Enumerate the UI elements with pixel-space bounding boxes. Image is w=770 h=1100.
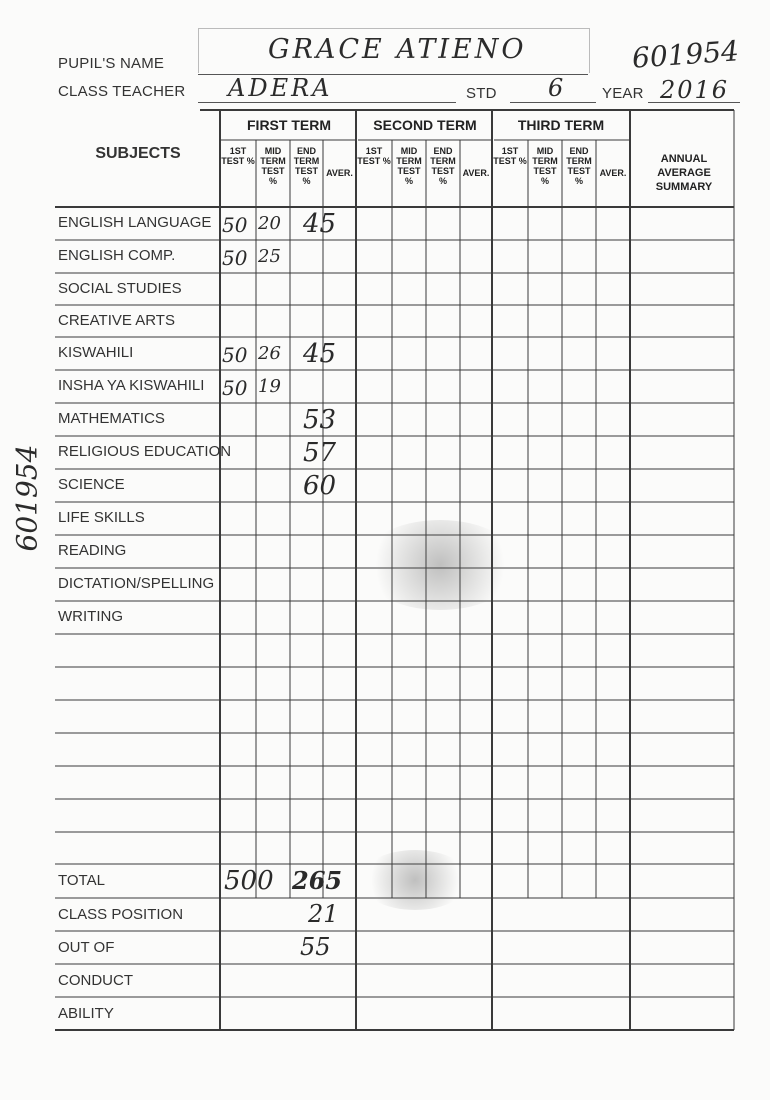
summary-value: 55 xyxy=(300,933,331,961)
subject-mark: 50 xyxy=(222,213,248,237)
subject-name: RELIGIOUS EDUCATION xyxy=(58,443,232,460)
subject-name: READING xyxy=(58,542,127,559)
column-header: MID TERM TEST % xyxy=(532,146,558,186)
subject-name: SCIENCE xyxy=(58,476,125,493)
admission-number: 601954 xyxy=(630,34,740,75)
subject-mark: 19 xyxy=(258,376,281,397)
term-second: SECOND TERM xyxy=(373,117,477,133)
subject-name: WRITING xyxy=(58,608,123,625)
summary-value: 500 xyxy=(224,866,274,896)
subject-name: LIFE SKILLS xyxy=(58,509,145,526)
subject-mark: 26 xyxy=(258,343,281,364)
column-header: 1ST TEST % xyxy=(493,146,527,166)
subject-mark: 25 xyxy=(258,246,281,267)
summary-value: 21 xyxy=(308,900,339,928)
summary-label: ABILITY xyxy=(58,1005,114,1022)
class-teacher-value: ADERA xyxy=(228,74,333,102)
summary-label: CONDUCT xyxy=(58,972,133,989)
subjects-header: SUBJECTS xyxy=(95,145,181,162)
std-label: STD xyxy=(466,85,497,102)
annual-average-header: ANNUAL AVERAGE SUMMARY xyxy=(655,153,713,193)
column-header: AVER. xyxy=(599,168,627,178)
pupil-name-label: PUPIL'S NAME xyxy=(58,55,165,72)
subject-name: MATHEMATICS xyxy=(58,410,165,427)
pupil-name-value: GRACE ATIENO xyxy=(268,34,527,65)
subject-mark: 20 xyxy=(258,213,281,234)
term-third: THIRD TERM xyxy=(517,117,605,133)
subject-name: INSHA YA KISWAHILI xyxy=(58,377,205,394)
subject-mark: 57 xyxy=(303,438,337,468)
subject-mark: 53 xyxy=(303,405,337,435)
term-first: FIRST TERM xyxy=(247,117,331,133)
subject-mark: 45 xyxy=(303,339,337,369)
summary-value: 265 xyxy=(292,866,343,895)
subject-name: ENGLISH LANGUAGE xyxy=(58,214,212,231)
summary-label: TOTAL xyxy=(58,872,105,889)
subject-name: SOCIAL STUDIES xyxy=(58,280,182,297)
column-header: AVER. xyxy=(326,168,353,178)
subject-mark: 50 xyxy=(222,376,248,400)
column-header: MID TERM TEST % xyxy=(260,146,286,186)
subject-name: KISWAHILI xyxy=(58,344,134,361)
column-header: MID TERM TEST % xyxy=(396,146,422,186)
summary-label: CLASS POSITION xyxy=(58,906,184,923)
class-teacher-label: CLASS TEACHER xyxy=(58,83,186,100)
subject-name: CREATIVE ARTS xyxy=(58,312,175,329)
year-label: YEAR xyxy=(602,85,644,102)
stain-mark xyxy=(360,520,520,610)
year-value: 2016 xyxy=(660,76,730,104)
subject-mark: 45 xyxy=(303,209,337,239)
subject-mark: 50 xyxy=(222,343,248,367)
std-value: 6 xyxy=(548,74,564,102)
column-header: 1ST TEST % xyxy=(221,146,255,166)
margin-note: 601954 xyxy=(10,444,44,552)
stain-mark xyxy=(360,850,470,910)
subject-mark: 60 xyxy=(303,471,337,501)
subject-mark: 50 xyxy=(222,246,248,270)
summary-label: OUT OF xyxy=(58,939,115,956)
column-header: END TERM TEST % xyxy=(430,146,456,186)
subject-name: DICTATION/SPELLING xyxy=(58,575,215,592)
subject-name: ENGLISH COMP. xyxy=(58,247,176,264)
column-header: 1ST TEST % xyxy=(357,146,391,166)
column-header: END TERM TEST % xyxy=(293,146,320,186)
column-header: END TERM TEST % xyxy=(566,146,592,186)
column-header: AVER. xyxy=(462,168,490,178)
